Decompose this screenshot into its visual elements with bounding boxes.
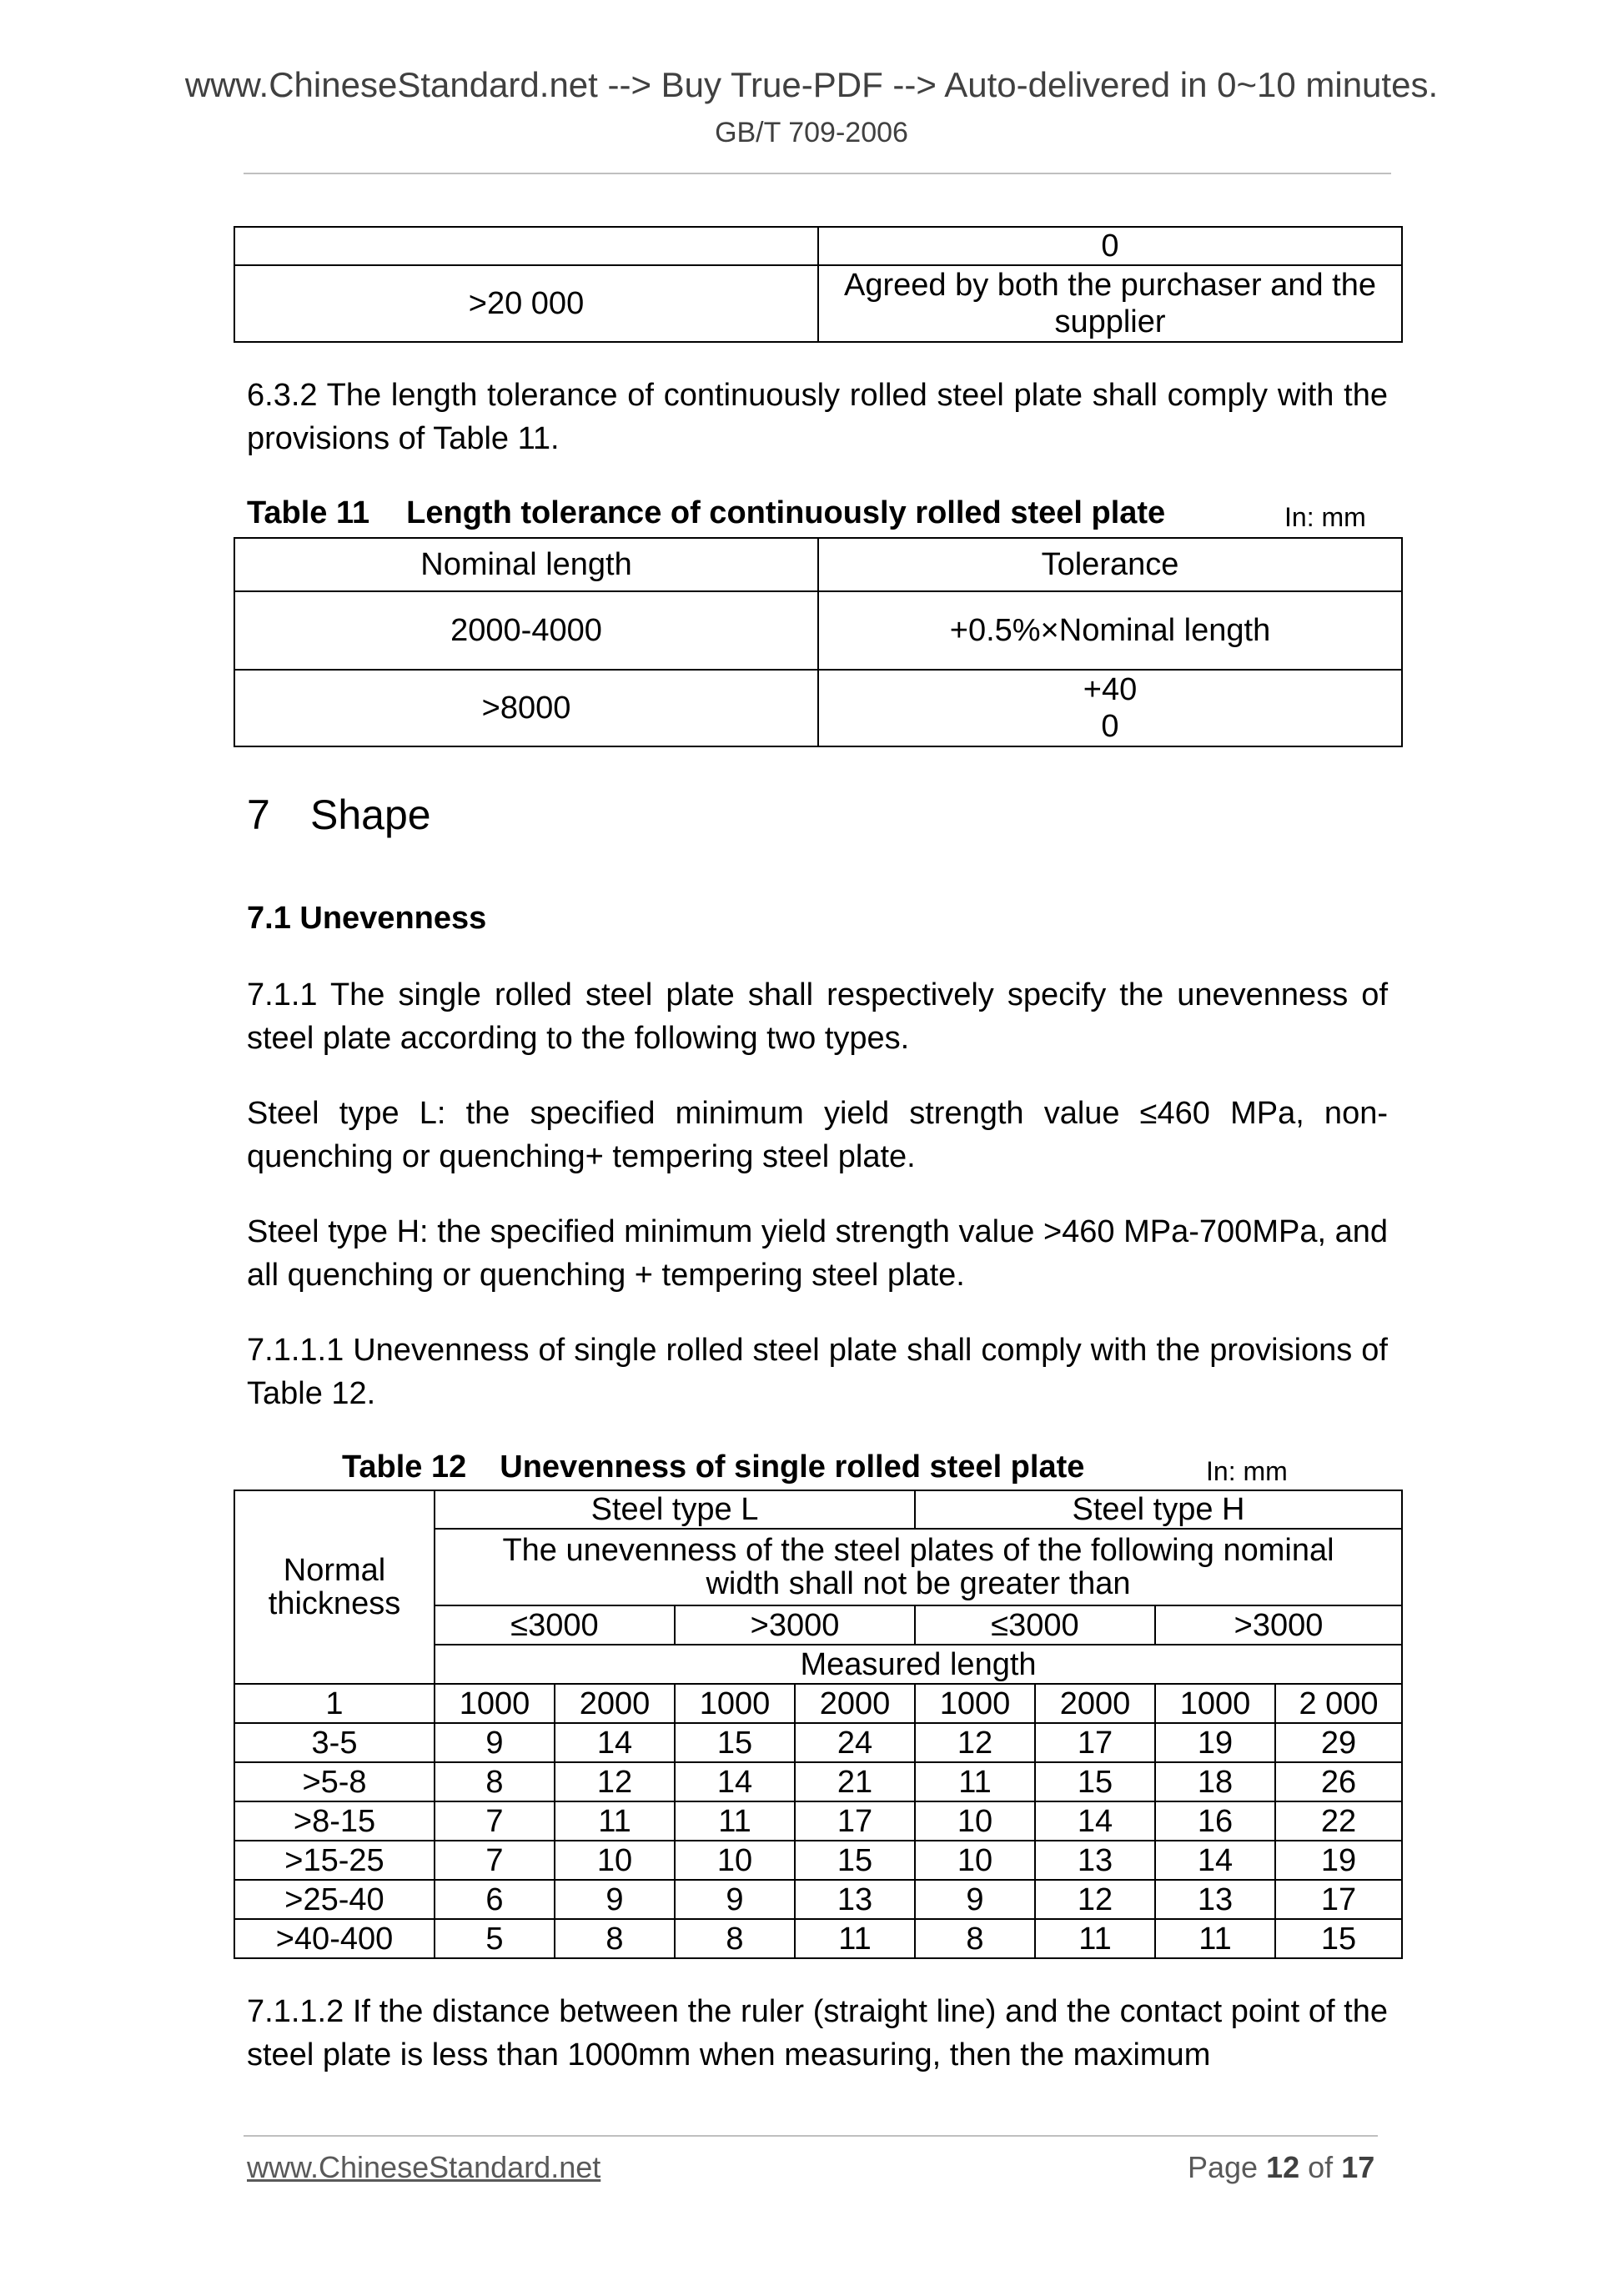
- table-cell: 17: [795, 1801, 915, 1841]
- table-cell: >5-8: [234, 1762, 435, 1801]
- width-header: >3000: [675, 1605, 915, 1645]
- table-cell: 24: [795, 1723, 915, 1762]
- table-cell: 8: [915, 1919, 1035, 1958]
- table-cell: 11: [555, 1801, 675, 1841]
- table-cell: 5: [435, 1919, 555, 1958]
- table-cell: >8-15: [234, 1801, 435, 1841]
- table-cell: >25-40: [234, 1880, 435, 1919]
- table-cell: 9: [675, 1880, 795, 1919]
- paragraph-steel-type-h: Steel type H: the specified minimum yield strength value >460 MPa-700MPa, and all quenching or quenching + tempering steel plate.: [247, 1214, 1388, 1293]
- width-header: ≤3000: [435, 1605, 675, 1645]
- table-12: [234, 1490, 1403, 1959]
- page-prefix: Page: [1188, 2150, 1259, 2184]
- table-header-row: [234, 538, 1402, 591]
- table-cell: 12: [1035, 1880, 1155, 1919]
- steel-type-h-header: Steel type H: [915, 1490, 1402, 1529]
- column-header: Tolerance: [818, 538, 1402, 591]
- table-cell: 26: [1275, 1762, 1402, 1801]
- paragraph-6-3-2: 6.3.2 The length tolerance of continuously rolled steel plate shall comply with the provisions of Table 11.: [247, 378, 1388, 456]
- table-cell: 14: [1035, 1801, 1155, 1841]
- table-cell: >15-25: [234, 1841, 435, 1880]
- table-12-title: Unevenness of single rolled steel plate: [500, 1449, 1085, 1485]
- table-cell: >20 000: [234, 265, 818, 342]
- footer-website-link[interactable]: www.ChineseStandard.net: [247, 2150, 601, 2184]
- table-cell: >40-400: [234, 1919, 435, 1958]
- table-row: [234, 1723, 1402, 1762]
- column-header: Nominal length: [234, 538, 818, 591]
- table-cell: 7: [435, 1841, 555, 1880]
- tolerance-upper: +40: [1083, 672, 1138, 707]
- table-cell: [818, 670, 1402, 746]
- table-cell: 13: [1155, 1880, 1275, 1919]
- table-cell: 1: [234, 1684, 435, 1723]
- tolerance-lower: 0: [1101, 709, 1119, 744]
- table-cell: 17: [1275, 1880, 1402, 1919]
- table-11-label: Table 11: [247, 495, 370, 530]
- table-cell: 11: [795, 1919, 915, 1958]
- table-row: [234, 1841, 1402, 1880]
- steel-type-l-header: Steel type L: [435, 1490, 915, 1529]
- table-cell: 6: [435, 1880, 555, 1919]
- page-total: 17: [1341, 2150, 1375, 2184]
- measured-length-header: Measured length: [435, 1645, 1402, 1684]
- table-cell: 2000: [795, 1684, 915, 1723]
- table-row: [234, 1684, 1402, 1723]
- table-cell: 12: [555, 1762, 675, 1801]
- table-cell: 22: [1275, 1801, 1402, 1841]
- table-cell: >8000: [234, 670, 818, 746]
- table-cell: 10: [555, 1841, 675, 1880]
- table-cell: 11: [675, 1801, 795, 1841]
- table-cell: 11: [915, 1762, 1035, 1801]
- table-header-row: [234, 1490, 1402, 1529]
- table-10-continued: [234, 226, 1403, 343]
- table-cell: Agreed by both the purchaser and the supplier: [818, 265, 1402, 342]
- section-7-heading: [247, 791, 431, 839]
- table-cell: 21: [795, 1762, 915, 1801]
- footer-divider: [244, 2135, 1378, 2137]
- table-cell: 13: [795, 1880, 915, 1919]
- table-row: [234, 591, 1402, 670]
- table-cell: 14: [555, 1723, 675, 1762]
- table-cell: 10: [915, 1841, 1035, 1880]
- table-cell: 13: [1035, 1841, 1155, 1880]
- page-of: of: [1308, 2150, 1334, 2184]
- table-cell: 11: [1155, 1919, 1275, 1958]
- paragraph-7-1-1-1: 7.1.1.1 Unevenness of single rolled steel plate shall comply with the provisions of Table 12.: [247, 1333, 1388, 1411]
- table-cell: 2000-4000: [234, 591, 818, 670]
- table-cell: 10: [675, 1841, 795, 1880]
- table-row: [234, 265, 1402, 342]
- table-row: [234, 1762, 1402, 1801]
- table-cell: 1000: [675, 1684, 795, 1723]
- table-cell: 16: [1155, 1801, 1275, 1841]
- table-cell: 10: [915, 1801, 1035, 1841]
- width-header: >3000: [1155, 1605, 1402, 1645]
- table-11-unit: In: mm: [1284, 502, 1366, 532]
- table-cell: 12: [915, 1723, 1035, 1762]
- table-cell: 7: [435, 1801, 555, 1841]
- section-number: 7: [247, 791, 270, 838]
- paragraph-7-1-1-2: 7.1.1.2 If the distance between the ruler (straight line) and the contact point of the steel plate is less than 1000mm when measuring, then the maximum: [247, 1994, 1388, 2072]
- table-cell: 18: [1155, 1762, 1275, 1801]
- table-cell: 14: [1155, 1841, 1275, 1880]
- table-cell: 9: [915, 1880, 1035, 1919]
- table-cell: 2000: [555, 1684, 675, 1723]
- width-header: ≤3000: [915, 1605, 1155, 1645]
- table-cell: 0: [818, 227, 1402, 265]
- header-divider: [244, 173, 1391, 174]
- table-12-label: Table 12: [342, 1449, 467, 1485]
- table-row: [234, 227, 1402, 265]
- table-cell: 29: [1275, 1723, 1402, 1762]
- table-11-title: Length tolerance of continuously rolled steel plate: [406, 495, 1166, 530]
- table-cell: 14: [675, 1762, 795, 1801]
- normal-thickness-header: Normal thickness: [234, 1490, 435, 1684]
- table-row: [234, 1801, 1402, 1841]
- table-row: [234, 670, 1402, 746]
- section-7-1-heading: 7.1 Unevenness: [247, 901, 487, 936]
- table-cell: 15: [1035, 1762, 1155, 1801]
- table-cell: 19: [1155, 1723, 1275, 1762]
- table-cell: 8: [555, 1919, 675, 1958]
- table-row: [234, 1880, 1402, 1919]
- table-cell: 1000: [915, 1684, 1035, 1723]
- header-banner[interactable]: www.ChineseStandard.net --> Buy True-PDF --> Auto-delivered in 0~10 minutes.: [184, 65, 1439, 104]
- table-11: [234, 537, 1403, 747]
- table-cell: 11: [1035, 1919, 1155, 1958]
- table-cell: 19: [1275, 1841, 1402, 1880]
- table-cell: 9: [555, 1880, 675, 1919]
- section-title: Shape: [310, 791, 431, 838]
- table-cell: 17: [1035, 1723, 1155, 1762]
- table-cell: +0.5%×Nominal length: [818, 591, 1402, 670]
- table-cell: [234, 227, 818, 265]
- table-cell: 1000: [435, 1684, 555, 1723]
- document-code: GB/T 709-2006: [715, 117, 908, 148]
- table-cell: 8: [435, 1762, 555, 1801]
- table-row: [234, 1919, 1402, 1958]
- table-cell: 15: [795, 1841, 915, 1880]
- table-cell: 15: [1275, 1919, 1402, 1958]
- paragraph-steel-type-l: Steel type L: the specified minimum yield strength value ≤460 MPa, non-quenching or quenching+ tempering steel plate.: [247, 1096, 1388, 1174]
- table-11-caption: [247, 495, 1165, 531]
- table-12-unit: In: mm: [1206, 1456, 1288, 1486]
- table-cell: 3-5: [234, 1723, 435, 1762]
- table-cell: 2000: [1035, 1684, 1155, 1723]
- page-current: 12: [1266, 2150, 1300, 2184]
- table-cell: 15: [675, 1723, 795, 1762]
- table-cell: 9: [435, 1723, 555, 1762]
- table-12-caption: [342, 1449, 1084, 1485]
- table-cell: 1000: [1155, 1684, 1275, 1723]
- paragraph-7-1-1: 7.1.1 The single rolled steel plate shall respectively specify the unevenness of steel plate according to the following two types.: [247, 977, 1388, 1056]
- table-cell: 8: [675, 1919, 795, 1958]
- width-note-header: The unevenness of the steel plates of the following nominal width shall not be greater than: [435, 1529, 1402, 1605]
- table-cell: 2 000: [1275, 1684, 1402, 1723]
- page-number: [1188, 2150, 1374, 2185]
